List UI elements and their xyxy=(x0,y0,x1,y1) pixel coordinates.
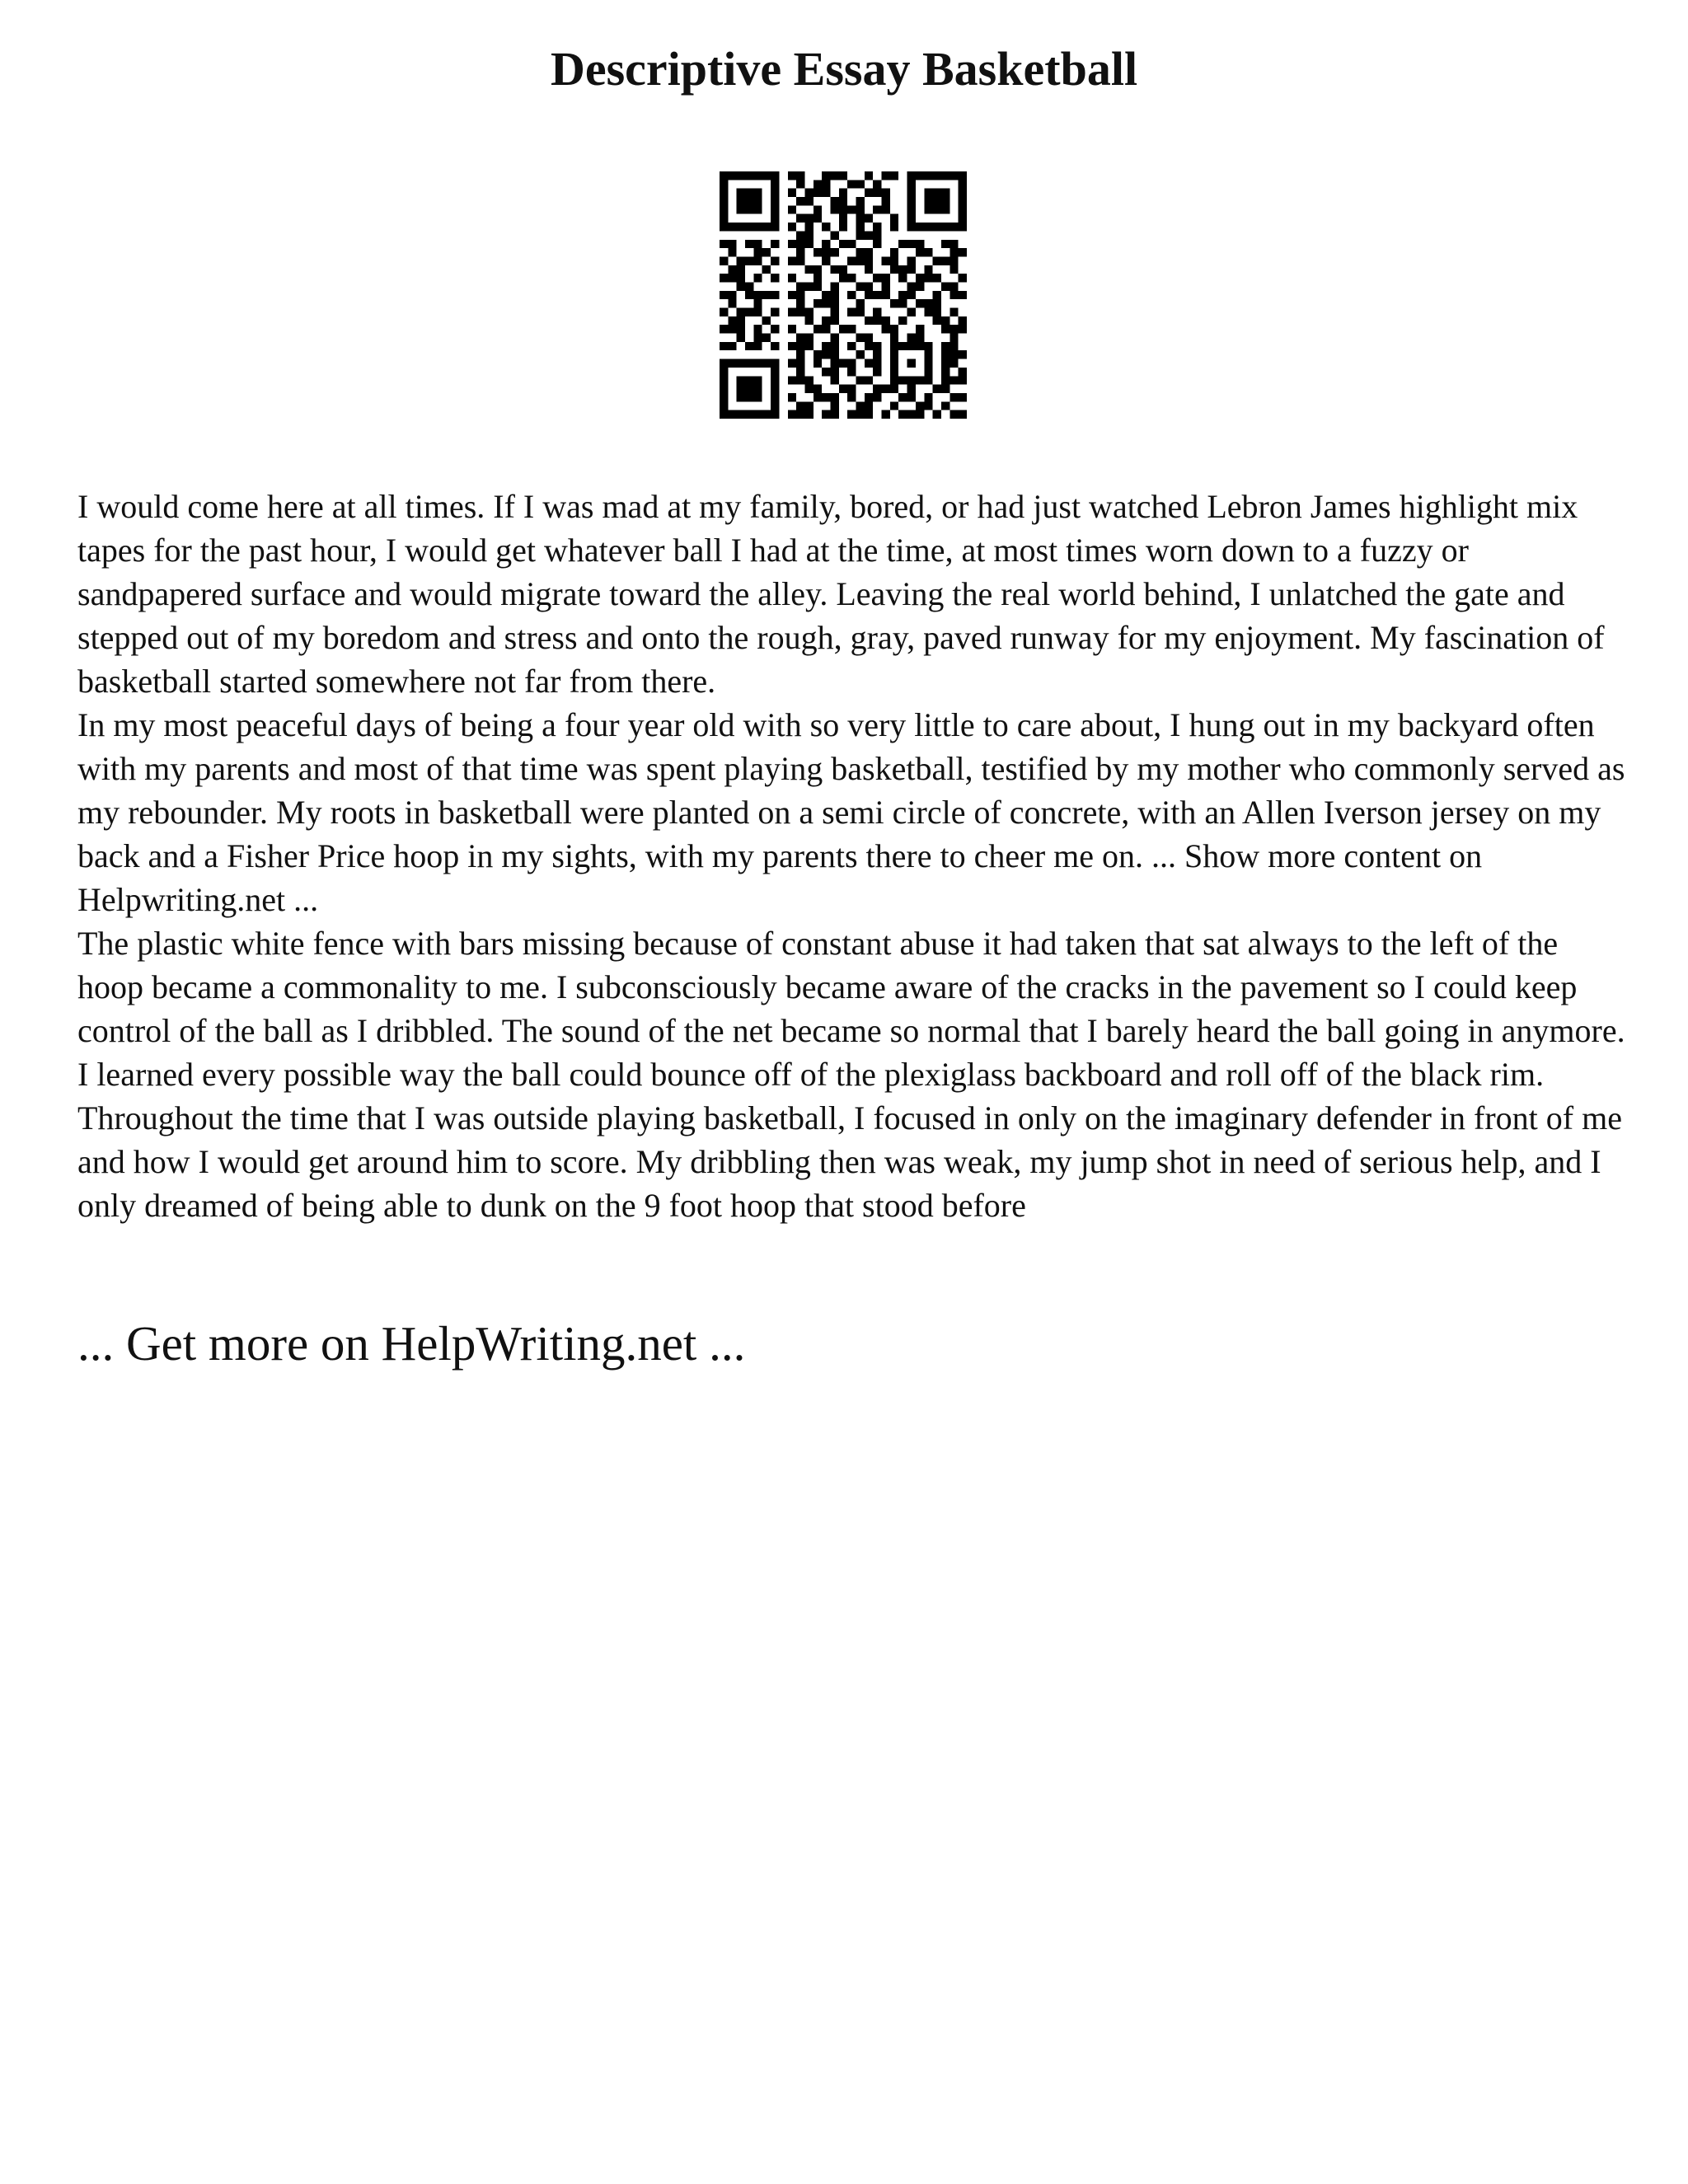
essay-paragraph-2: In my most peaceful days of being a four year old with so very little to care about, I hung out in my backyard often with my parents and most of that time was spent playing basketball, testified by my mother who commonly served as my rebounder. My roots in basketball were planted on a semi circle of concrete, with an Allen Iverson jersey on my back and a Fisher Price hoop in my sights, with my parents there to cheer me on. ... Show more content on Helpwriting.net ... xyxy=(77,706,1625,918)
essay-paragraph-3: The plastic white fence with bars missing because of constant abuse it had taken that sat always to the left of the hoop became a commonality to me. I subconsciously became aware of the cracks in the pavement so I could keep control of the ball as I dribbled. The sound of the net became so normal that I barely heard the ball going in anymore. I learned every possible way the ball could bounce off of the plexiglass backboard and roll off of the black rim. Throughout the time that I was outside playing basketball, I focused in only on the imaginary defender in front of me and how I would get around him to score. My dribbling then was weak, my jump shot in need of serious help, and I only dreamed of being able to dunk on the 9 foot hoop that stood before xyxy=(77,925,1625,1224)
essay-paragraph-1: I would come here at all times. If I was mad at my family, bored, or had just watched Lebron James highlight mix tapes for the past hour, I would get whatever ball I had at the time, at most times worn down to a fuzzy or sandpapered surface and would migrate toward the alley. Leaving the real world behind, I unlatched the gate and stepped out of my boredom and stress and onto the rough, gray, paved runway for my enjoyment. My fascination of basketball started somewhere not far from there. xyxy=(77,488,1605,700)
essay-body xyxy=(77,485,1627,1227)
qr-code-graphic xyxy=(720,171,967,419)
qr-code-icon xyxy=(720,171,967,419)
page-title: Descriptive Essay Basketball xyxy=(550,42,1138,96)
get-more-link[interactable]: ... Get more on HelpWriting.net ... xyxy=(77,1316,746,1371)
